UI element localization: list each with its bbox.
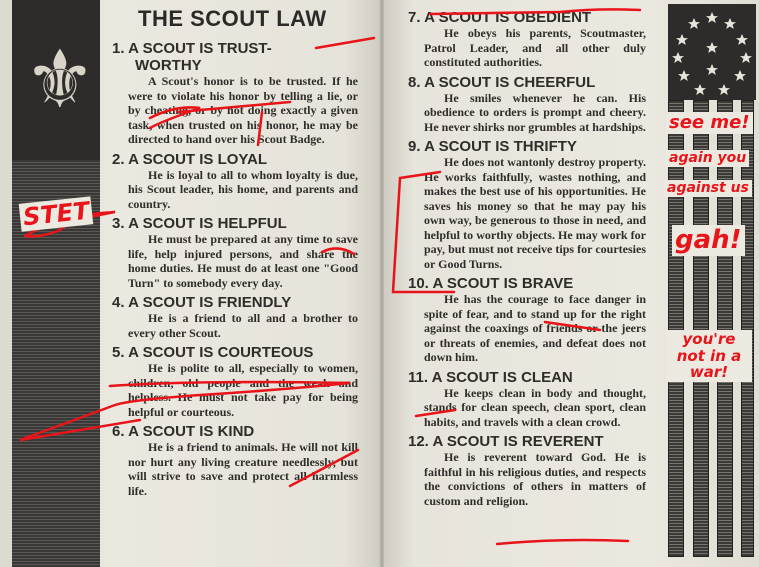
flag-stripe [693, 100, 709, 557]
law-heading-2: 2. A SCOUT IS LOYAL [112, 150, 268, 168]
law-body-8: He smiles whenever he can. His obedience to orders is prompt and cheery. He never shirks nor grumbles at hardships. [424, 90, 646, 134]
annotation-gah: gah! [672, 225, 745, 256]
fleur-de-lis-icon: ⚜ [24, 33, 96, 126]
flag-stripe [741, 100, 754, 557]
law-body-7: He obeys his parents, Scoutmaster, Patrol Leader, and all other duly constituted authorities. [424, 26, 646, 69]
law-heading-1: 1. A SCOUT IS TRUST- [112, 40, 272, 57]
law-heading-9: 9. A SCOUT IS THRIFTY [408, 138, 577, 155]
law-body-9: He does not wantonly destroy property. He works faithfully, wastes nothing, and makes the best use of his opportunities. He saves his money so that he may pay his own way, be generous to those in need, and helpful to worthy objects. He may work for pay, but must not receive tips for courtesies or Good Turns. [424, 155, 646, 271]
law-body-5: He is polite to all, especially to women, children, old people and the weak and helpless. He must not take pay for being helpful or courteous. [128, 361, 358, 419]
law-heading-3: 3. A SCOUT IS HELPFUL [112, 215, 287, 232]
annotation-against: against us [664, 180, 752, 197]
law-heading-1-cont: WORTHY [135, 57, 202, 74]
law-heading-8: 8. A SCOUT IS CHEERFUL [408, 73, 596, 91]
flag-stripe [668, 100, 684, 557]
law-body-12: He is reverent toward God. He is faithful in his religious duties, and respects the convictions of others in matters of custom and religion. [424, 450, 646, 508]
stars-icon [668, 4, 756, 100]
law-heading-5: 5. A SCOUT IS COURTEOUS [112, 344, 314, 361]
page-title: THE SCOUT LAW [138, 6, 327, 31]
law-body-1: A Scout's honor is to be trusted. If he were to violate his honor by telling a lie, or by cheating, or by not doing exactly a given task, when trusted on his honor, he may be directed to hand over his Scout Badge. [128, 74, 358, 146]
flag-canton [668, 4, 756, 100]
annotation-again: again you [666, 150, 749, 167]
law-heading-11: 11. A SCOUT IS CLEAN [408, 368, 573, 386]
law-body-11: He keeps clean in body and thought, stands for clean speech, clean sport, clean habits, and travels with a clean crowd. [424, 385, 646, 429]
annotation-margin-note: you're not in a war! [666, 330, 752, 382]
law-body-10: He has the courage to face danger in spite of fear, and to stand up for the right against the coaxings of friends or the jeers or threats of enemies, and defeat does not down him. [424, 292, 646, 364]
right-law-list [408, 5, 646, 508]
law-body-6: He is a friend to animals. He will not kill nor hurt any living creature needlessly, but will strive to save and protect all harmless life. [128, 440, 358, 498]
law-heading-4: 4. A SCOUT IS FRIENDLY [112, 294, 292, 311]
law-body-2: He is loyal to all to whom loyalty is due, his Scout leader, his home, and parents and country. [128, 167, 358, 211]
law-body-4: He is a friend to all and a brother to every other Scout. [128, 311, 358, 340]
law-heading-7: 7. A SCOUT IS OBEDIENT [408, 9, 592, 26]
law-heading-6: 6. A SCOUT IS KIND [112, 423, 255, 440]
annotation-stet: STET [19, 196, 94, 232]
law-heading-12: 12. A SCOUT IS REVERENT [408, 433, 604, 450]
law-heading-10: 10. A SCOUT IS BRAVE [408, 275, 574, 292]
annotation-see-me: see me! [666, 112, 753, 134]
law-body-3: He must be prepared at any time to save life, help injured persons, and share the home duties. He must do at least one "Good Turn" to somebody every day. [128, 232, 358, 290]
flag-stripe [717, 100, 733, 557]
left-law-list [112, 36, 358, 498]
